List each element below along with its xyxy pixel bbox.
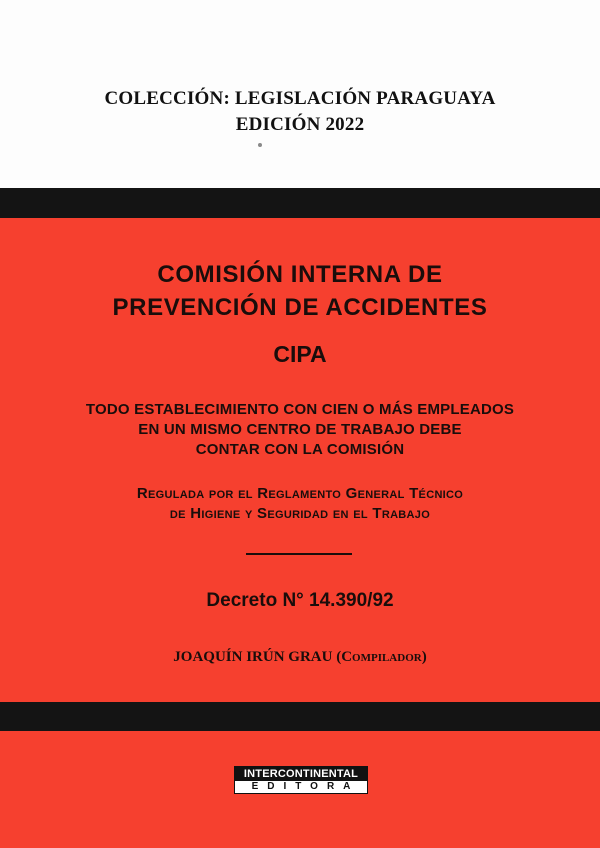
regulation-line-2: de Higiene y Seguridad en el Trabajo [169, 505, 431, 522]
collection-header [0, 86, 600, 138]
requirement-line-1: TODO ESTABLECIMIENTO CON CIEN O MÁS EMPLEADOS [85, 401, 515, 418]
collection-title: COLECCIÓN: LEGISLACIÓN PARAGUAYA [104, 88, 496, 109]
requirement-line-2: EN UN MISMO CENTRO DE TRABAJO DEBE [138, 421, 462, 438]
speck-mark [258, 143, 262, 147]
publisher-imprint: EDITORA [235, 781, 367, 793]
bottom-black-band [0, 702, 600, 731]
divider-rule [246, 553, 352, 555]
top-black-band [0, 188, 600, 218]
book-title-line-2: PREVENCIÓN DE ACCIDENTES [112, 294, 488, 321]
compiler-role: (Compilador) [336, 649, 427, 665]
regulation-line-1: Regulada por el Reglamento General Técnico [136, 485, 464, 502]
book-title [0, 258, 600, 324]
regulation-statement [0, 484, 600, 524]
compiler-name: JOAQUÍN IRÚN GRAU [173, 649, 333, 665]
compiler-credit [0, 649, 600, 666]
requirement-statement [0, 400, 600, 460]
edition-label: EDICIÓN 2022 [235, 114, 365, 135]
publisher-logo [234, 766, 368, 794]
publisher-name: INTERCONTINENTAL [235, 767, 367, 781]
book-title-line-1: COMISIÓN INTERNA DE [157, 261, 443, 288]
decree-number: Decreto N° 14.390/92 [206, 590, 394, 611]
book-acronym: CIPA [273, 341, 327, 367]
requirement-line-3: CONTAR CON LA COMISIÓN [195, 441, 405, 458]
